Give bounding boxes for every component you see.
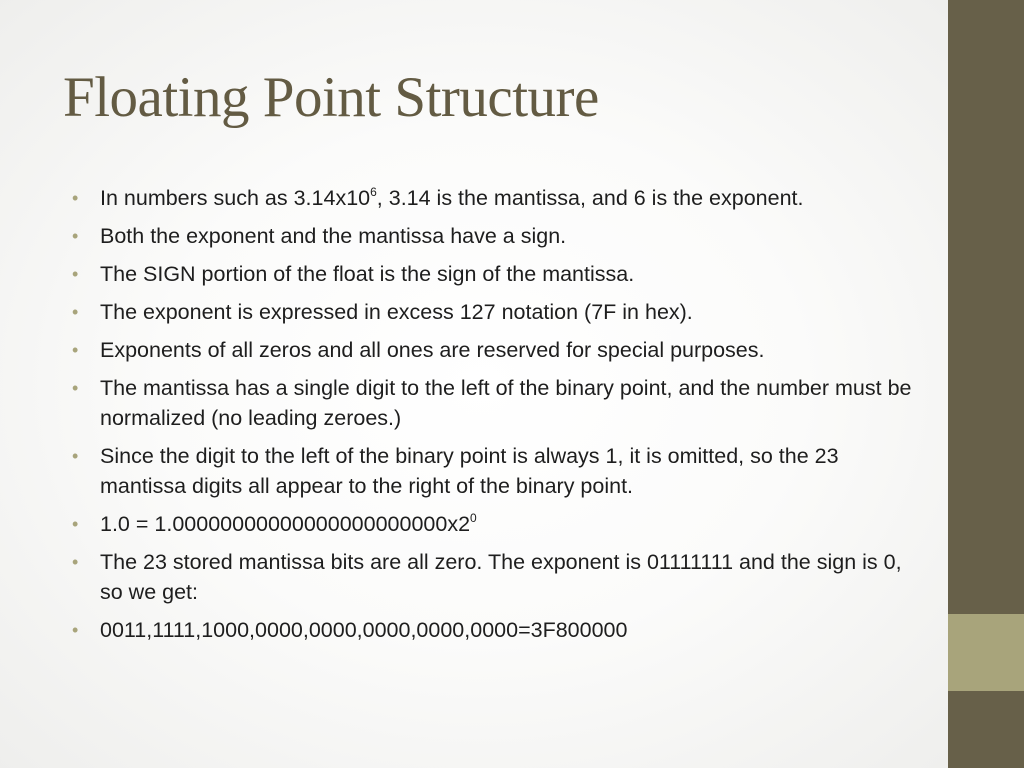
bullet-text: The SIGN portion of the float is the sign of the mantissa. <box>100 262 635 286</box>
bullet-text: Since the digit to the left of the binary point is always 1, it is omitted, so the 23 mantissa digits all appear to the right of the binary point. <box>100 444 839 498</box>
decorative-sidebar-accent <box>948 614 1024 691</box>
bullet-item-mantissa-exponent <box>72 183 912 213</box>
bullet-dot-icon: • <box>72 302 79 322</box>
bullet-text: , 3.14 is the mantissa, and 6 is the exponent. <box>376 186 804 210</box>
bullet-dot-icon: • <box>72 446 79 466</box>
bullet-item-signs <box>72 221 912 251</box>
bullet-text: The mantissa has a single digit to the left of the binary point, and the number must be normalized (no leading zeroes.) <box>100 376 912 430</box>
bullet-dot-icon: • <box>72 226 79 246</box>
bullet-dot-icon: • <box>72 620 79 640</box>
bullet-dot-icon: • <box>72 188 79 208</box>
bullet-item-hex-result <box>72 615 912 645</box>
bullet-text: The exponent is expressed in excess 127 notation (7F in hex). <box>100 300 693 324</box>
bullet-item-implicit-one <box>72 441 912 501</box>
slide-title: Floating Point Structure <box>63 66 599 129</box>
bullet-dot-icon: • <box>72 552 79 572</box>
bullet-dot-icon: • <box>72 264 79 284</box>
bullet-list <box>72 183 912 653</box>
bullet-superscript: 6 <box>370 185 377 199</box>
bullet-text: In numbers such as 3.14x10 <box>100 186 371 210</box>
bullet-item-reserved-exponents <box>72 335 912 365</box>
bullet-superscript: 0 <box>470 511 477 525</box>
bullet-item-stored-bits <box>72 547 912 607</box>
bullet-text: The 23 stored mantissa bits are all zero. The exponent is 01111111 and the sign is 0, so we get: <box>100 550 902 604</box>
bullet-dot-icon: • <box>72 378 79 398</box>
bullet-text: Both the exponent and the mantissa have a sign. <box>100 224 567 248</box>
bullet-dot-icon: • <box>72 514 79 534</box>
bullet-item-one-point-zero <box>72 509 912 539</box>
bullet-item-sign-portion <box>72 259 912 289</box>
bullet-text: 0011,1111,1000,0000,0000,0000,0000,0000=3F800000 <box>100 618 628 642</box>
bullet-text: Exponents of all zeros and all ones are reserved for special purposes. <box>100 338 765 362</box>
bullet-item-excess-127 <box>72 297 912 327</box>
bullet-text: 1.0 = 1.00000000000000000000000x2 <box>100 512 471 536</box>
bullet-dot-icon: • <box>72 340 79 360</box>
bullet-item-normalized <box>72 373 912 433</box>
